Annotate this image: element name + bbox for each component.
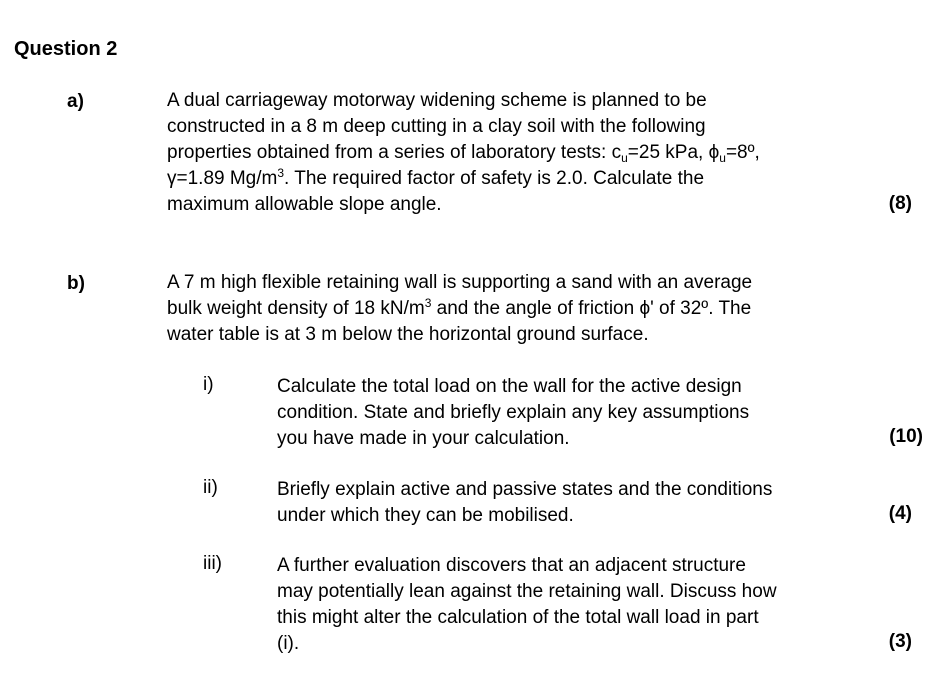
part-b-text: [167, 270, 752, 348]
subpart-i-marks: (10): [889, 426, 923, 447]
subpart-iii-text: [277, 553, 777, 657]
part-a-line-4-post: . The required factor of safety is 2.0. Calculate the: [284, 168, 705, 189]
subpart-i-line-3: you have made in your calculation.: [277, 428, 570, 449]
part-b-line-3: water table is at 3 m below the horizontal ground surface.: [167, 324, 649, 345]
subpart-ii-marks: (4): [888, 503, 912, 524]
subpart-ii-line-2: under which they can be mobilised.: [277, 505, 574, 526]
gamma-symbol: γ: [167, 168, 177, 189]
part-a-line-1: A dual carriageway motorway widening scheme is planned to be: [167, 90, 707, 111]
part-a-line-3: [167, 140, 760, 166]
part-a-text: [167, 88, 760, 218]
subpart-i-label: i): [203, 374, 214, 395]
part-b-line-1: A 7 m high flexible retaining wall is supporting a sand with an average: [167, 272, 753, 293]
phi-symbol: ϕ: [639, 298, 651, 319]
subpart-i-line-1: Calculate the total load on the wall for the active design: [277, 376, 742, 397]
part-a-line-2: constructed in a 8 m deep cutting in a clay soil with the following: [167, 116, 706, 137]
part-b-line-2-post: ' of 32º. The: [650, 298, 752, 319]
subpart-iii-line-2: may potentially lean against the retaining wall. Discuss how: [277, 581, 777, 602]
subpart-iii-marks: (3): [888, 631, 912, 652]
subpart-iii-line-1: A further evaluation discovers that an adjacent structure: [277, 555, 746, 576]
part-b-line-2-pre: bulk weight density of 18 kN/m: [167, 298, 425, 319]
part-a-label: a): [67, 91, 84, 112]
subpart-ii-text: [277, 477, 772, 529]
part-a-line-5: maximum allowable slope angle.: [167, 194, 442, 215]
part-b-label: b): [67, 273, 85, 294]
cu-subscript: u: [621, 151, 628, 165]
question-title: Question 2: [14, 38, 118, 60]
part-b-line-2: [167, 296, 752, 322]
part-a-marks: (8): [888, 193, 912, 214]
subpart-ii-line-1: Briefly explain active and passive states and the conditions: [277, 479, 773, 500]
part-a-line-4-pre: =1.89 Mg/m: [176, 168, 278, 189]
part-a-line-3-pre: properties obtained from a series of laboratory tests: c: [167, 142, 622, 163]
subpart-iii-line-4: (i).: [277, 633, 300, 654]
phiu-subscript: u: [719, 151, 726, 165]
part-a-line-3-mid: =25 kPa,: [627, 142, 709, 163]
subpart-iii-label: iii): [203, 553, 222, 574]
subpart-ii-label: ii): [203, 477, 218, 498]
part-a-line-3-post: =8º,: [725, 142, 760, 163]
subpart-iii-line-3: this might alter the calculation of the total wall load in part: [277, 607, 759, 628]
phi-symbol: ϕ: [708, 142, 720, 163]
part-a-line-4: [167, 166, 760, 192]
part-b-line-2-mid: and the angle of friction: [431, 298, 640, 319]
cubed-superscript: 3: [424, 296, 432, 310]
subpart-i-line-2: condition. State and briefly explain any key assumptions: [277, 402, 750, 423]
subpart-i-text: [277, 374, 749, 452]
cubed-superscript: 3: [277, 166, 285, 180]
